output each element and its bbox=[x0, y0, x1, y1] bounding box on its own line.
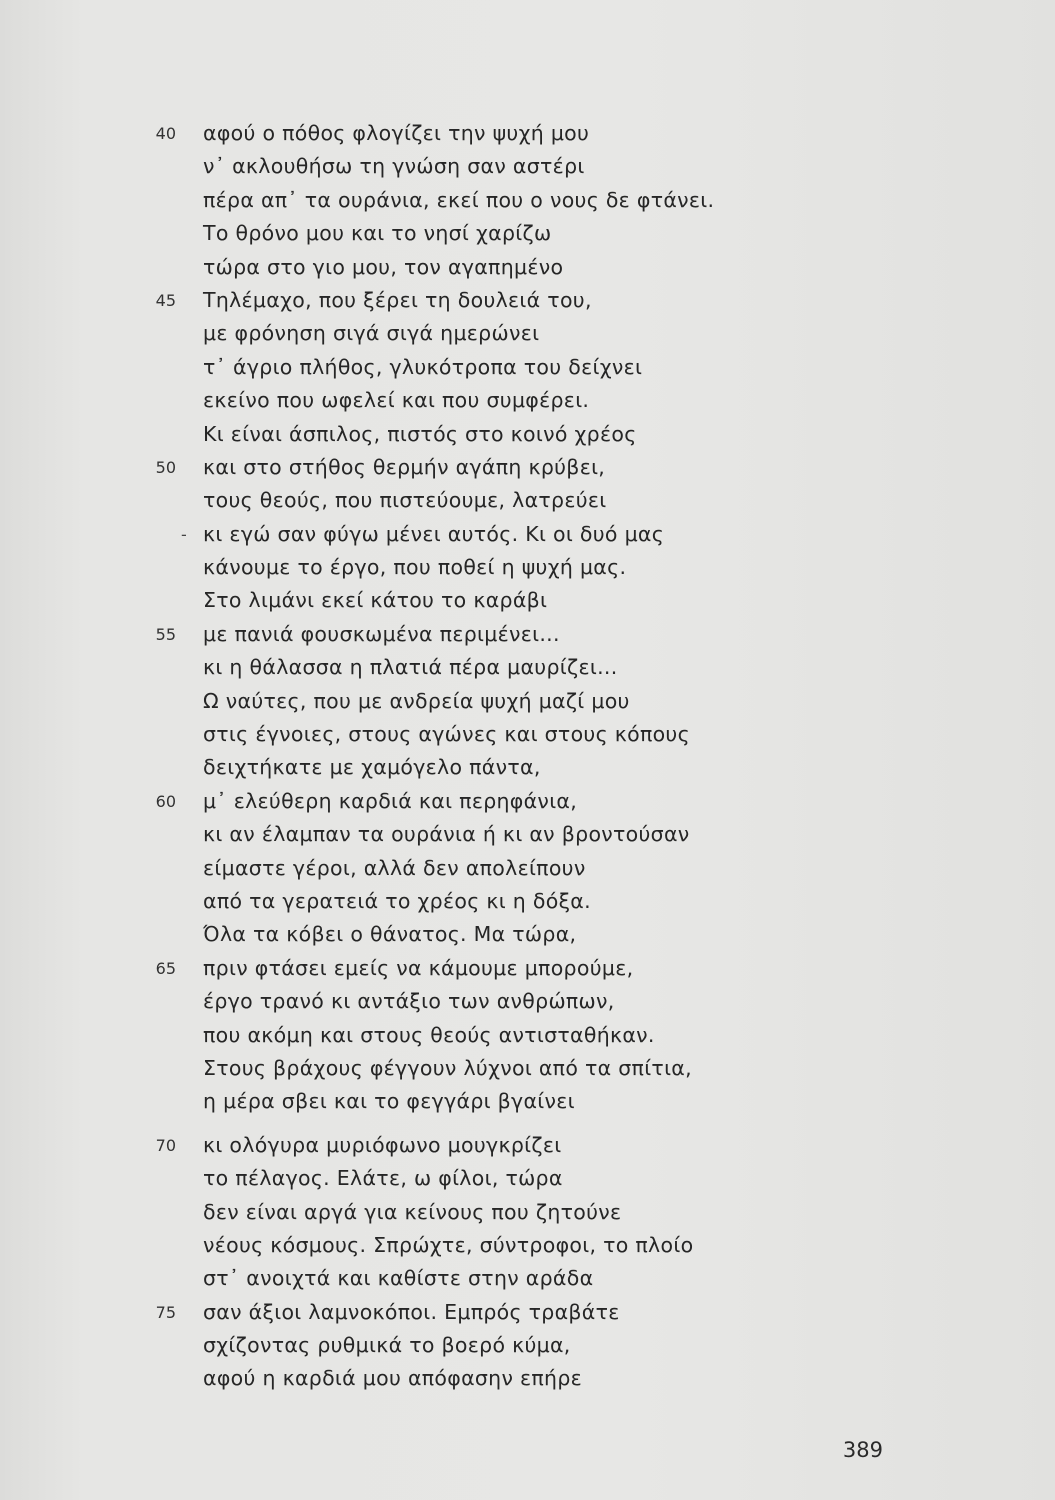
poem-line bbox=[0, 217, 1055, 250]
poem-line bbox=[0, 518, 1055, 551]
verse-text: Κι είναι άσπιλος, πιστός στο κοινό χρέος bbox=[203, 421, 637, 446]
poem-line bbox=[0, 184, 1055, 217]
verse-text: Όλα τα κόβει ο θάνατος. Μα τώρα, bbox=[203, 922, 577, 947]
verse-text: τ᾽ άγριο πλήθος, γλυκότροπα του δείχνει bbox=[203, 354, 643, 379]
poem-line bbox=[0, 251, 1055, 284]
line-number: 50 bbox=[155, 457, 176, 477]
poem-line bbox=[0, 718, 1055, 751]
verse-text: εκείνο που ωφελεί και που συμφέρει. bbox=[203, 388, 590, 413]
poem-line bbox=[0, 1129, 1055, 1162]
verse-text: και στο στήθος θερμήν αγάπη κρύβει, bbox=[203, 454, 606, 479]
verse-text: κι η θάλασσα η πλατιά πέρα μαυρίζει... bbox=[203, 655, 618, 680]
poem-line bbox=[0, 317, 1055, 350]
verse-text: μ᾽ ελεύθερη καρδιά και περηφάνια, bbox=[203, 788, 578, 813]
verse-text: η μέρα σβει και το φεγγάρι βγαίνει bbox=[203, 1089, 575, 1114]
verse-text: με πανιά φουσκωμένα περιμένει... bbox=[203, 621, 560, 646]
verse-text: με φρόνηση σιγά σιγά ημερώνει bbox=[203, 321, 540, 346]
poem-line bbox=[0, 952, 1055, 985]
poem-line bbox=[0, 1019, 1055, 1052]
poem-line bbox=[0, 885, 1055, 918]
poem-line bbox=[0, 1229, 1055, 1262]
line-number: 45 bbox=[155, 290, 176, 310]
verse-text: σχίζοντας ρυθμικά το βοερό κύμα, bbox=[203, 1333, 571, 1358]
verse-text: νέους κόσμους. Σπρώχτε, σύντροφοι, το πλοίο bbox=[203, 1232, 694, 1257]
poem-line bbox=[0, 351, 1055, 384]
poem-line bbox=[0, 1162, 1055, 1195]
verse-text: Το θρόνο μου και το νησί χαρίζω bbox=[203, 221, 552, 246]
verse-text: κι εγώ σαν φύγω μένει αυτός. Κι οι δυό μας bbox=[203, 521, 665, 546]
poem-line bbox=[0, 918, 1055, 951]
verse-text: που ακόμη και στους θεούς αντισταθήκαν. bbox=[203, 1022, 655, 1047]
verse-text: κι αν έλαμπαν τα ουράνια ή κι αν βροντούσαν bbox=[203, 822, 690, 847]
verse-text: δεν είναι αργά για κείνους που ζητούνε bbox=[203, 1199, 622, 1224]
verse-text: σαν άξιοι λαμνοκόποι. Εμπρός τραβάτε bbox=[203, 1299, 620, 1324]
verse-text: τους θεούς, που πιστεύουμε, λατρεύει bbox=[203, 488, 607, 513]
line-number: 75 bbox=[155, 1302, 176, 1322]
poem-line bbox=[0, 451, 1055, 484]
verse-text: το πέλαγος. Ελάτε, ω φίλοι, τώρα bbox=[203, 1166, 563, 1191]
poem-body bbox=[0, 117, 1055, 1396]
poem-line bbox=[0, 584, 1055, 617]
line-number: 40 bbox=[155, 124, 176, 143]
poem-line bbox=[0, 1085, 1055, 1118]
poem-line bbox=[0, 484, 1055, 517]
line-number: 60 bbox=[155, 791, 176, 811]
verse-text: Στους βράχους φέγγουν λύχνοι από τα σπίτια, bbox=[203, 1055, 692, 1080]
poem-line bbox=[0, 685, 1055, 718]
verse-text: από τα γερατειά το χρέος κι η δόξα. bbox=[203, 888, 591, 913]
poem-line bbox=[0, 618, 1055, 651]
verse-text: τώρα στο γιο μου, τον αγαπημένο bbox=[203, 254, 564, 279]
poem-line bbox=[0, 651, 1055, 684]
poem-line bbox=[0, 284, 1055, 317]
poem-line bbox=[0, 384, 1055, 417]
poem-line bbox=[0, 117, 1055, 150]
verse-text: έργο τρανό κι αντάξιο των ανθρώπων, bbox=[203, 989, 615, 1014]
verse-text: στις έγνοιες, στους αγώνες και στους κόπους bbox=[203, 722, 690, 747]
verse-text: κάνουμε το έργο, που ποθεί η ψυχή μας. bbox=[203, 555, 627, 580]
poem-line bbox=[0, 852, 1055, 885]
poem-line bbox=[0, 785, 1055, 818]
line-number: 55 bbox=[155, 624, 176, 644]
poem-line bbox=[0, 1052, 1055, 1085]
verse-text: ν᾽ ακλουθήσω τη γνώση σαν αστέρι bbox=[203, 154, 585, 179]
poem-line bbox=[0, 150, 1055, 183]
verse-text: Τηλέμαχο, που ξέρει τη δουλειά του, bbox=[203, 287, 592, 312]
poem-line bbox=[0, 418, 1055, 451]
poem-line bbox=[0, 751, 1055, 784]
verse-text: αφού η καρδιά μου απόφασην επήρε bbox=[203, 1366, 583, 1391]
verse-text: Στο λιμάνι εκεί κάτου το καράβι bbox=[203, 588, 548, 613]
verse-text: αφού ο πόθος φλογίζει την ψυχή μου bbox=[203, 121, 590, 145]
verse-text: στ᾽ ανοιχτά και καθίστε στην αράδα bbox=[203, 1266, 594, 1291]
margin-mark: - bbox=[181, 524, 187, 544]
poem-line bbox=[0, 818, 1055, 851]
verse-text: δειχτήκατε με χαμόγελο πάντα, bbox=[203, 755, 541, 780]
line-number: 65 bbox=[155, 958, 176, 978]
poem-line bbox=[0, 1362, 1055, 1395]
poem-line bbox=[0, 1196, 1055, 1229]
poem-line bbox=[0, 1329, 1055, 1362]
poem-line bbox=[0, 1296, 1055, 1329]
verse-text: πέρα απ᾽ τα ουράνια, εκεί που ο νους δε φτάνει. bbox=[203, 187, 715, 212]
verse-text: πριν φτάσει εμείς να κάμουμε μπορούμε, bbox=[203, 955, 634, 980]
verse-text: είμαστε γέροι, αλλά δεν απολείπουν bbox=[203, 855, 586, 880]
page-number: 389 bbox=[842, 1438, 883, 1462]
poem-line bbox=[0, 985, 1055, 1018]
poem-line bbox=[0, 551, 1055, 584]
verse-text: κι ολόγυρα μυριόφωνο μουγκρίζει bbox=[203, 1132, 562, 1157]
line-number: 70 bbox=[155, 1135, 176, 1155]
verse-text: Ω ναύτες, που με ανδρεία ψυχή μαζί μου bbox=[203, 688, 630, 713]
poem-line bbox=[0, 1262, 1055, 1295]
